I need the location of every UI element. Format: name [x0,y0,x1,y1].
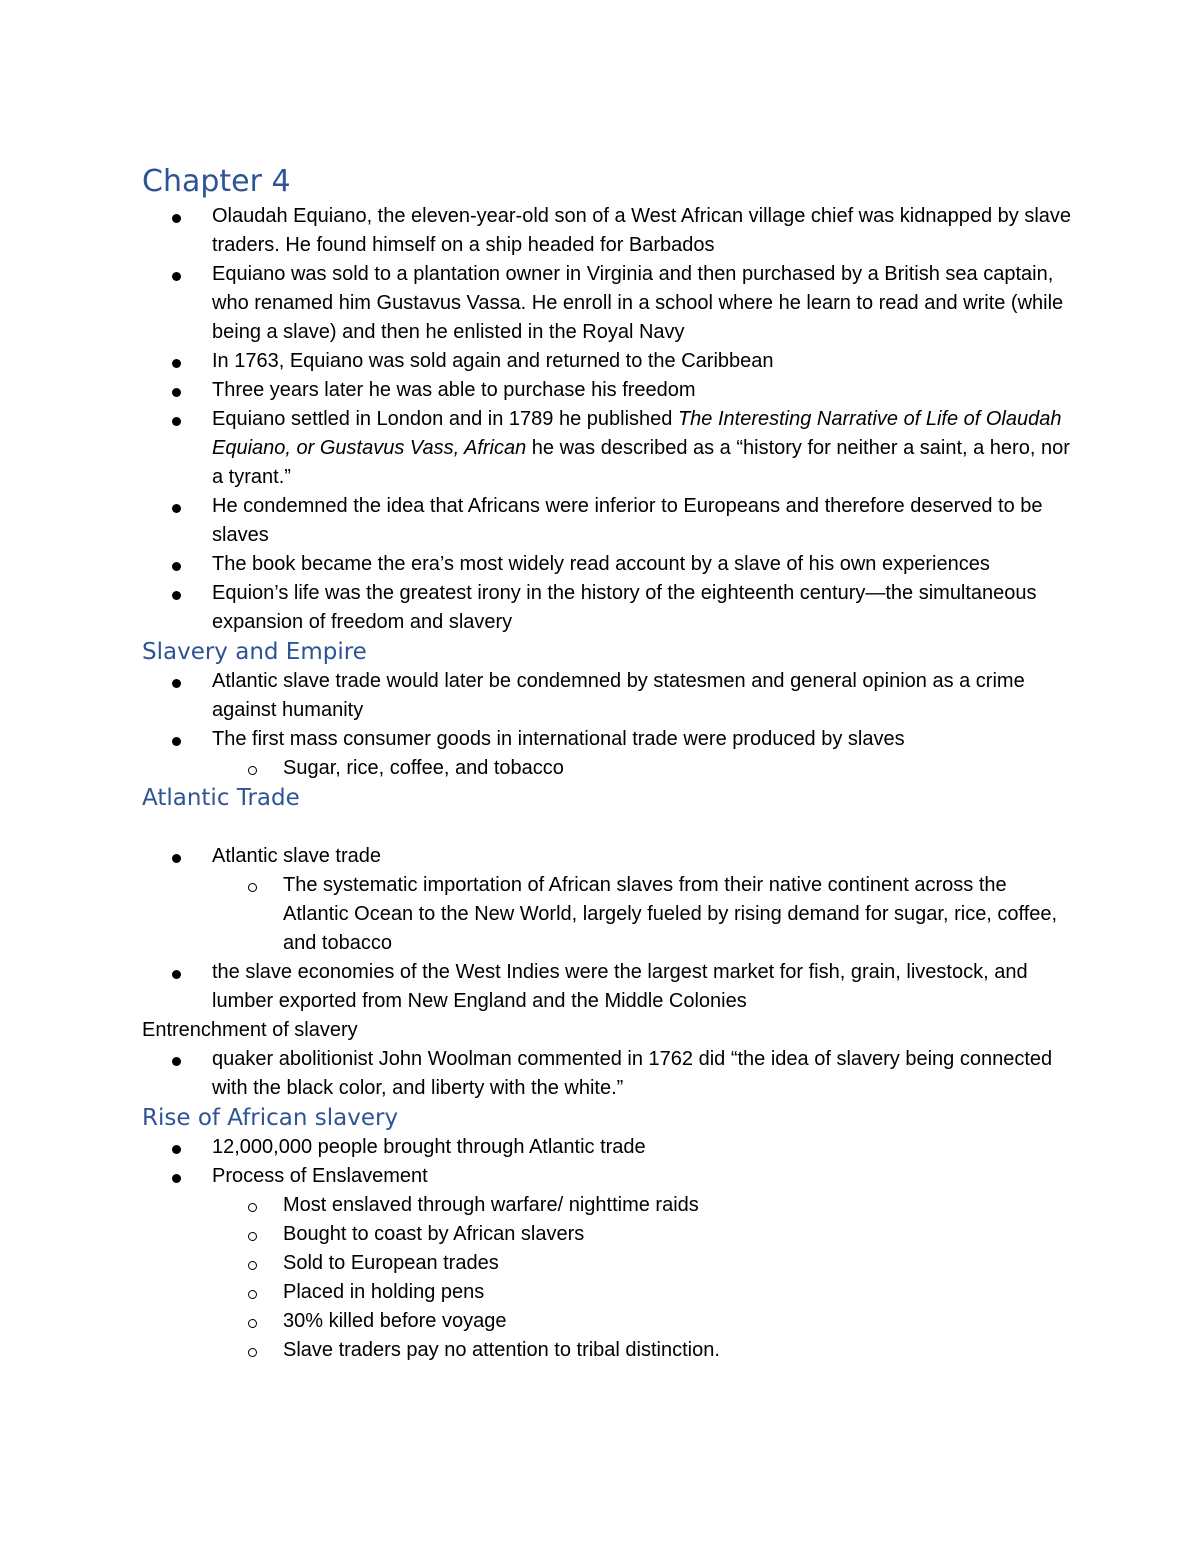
circle-bullet-icon [248,1203,257,1212]
sub-list [212,871,1072,958]
chapter-title: Chapter 4 [142,164,291,199]
list-item [142,1133,1072,1162]
sub-list-item-text: Most enslaved through warfare/ nighttime raids [283,1194,699,1216]
list-item [142,550,1072,579]
list-item-text: He condemned the idea that Africans were inferior to Europeans and therefore deserved to be slaves [212,495,1043,546]
list-item-text-start: Equiano settled in London and in 1789 he published [212,408,678,430]
list-item-text: Three years later he was able to purchase his freedom [212,379,696,401]
circle-bullet-icon [248,1319,257,1328]
section-heading-slavery-empire: Slavery and Empire [142,639,367,665]
section-heading-rise: Rise of African slavery [142,1105,399,1131]
list-item-text: In 1763, Equiano was sold again and returned to the Caribbean [212,350,774,372]
list-item-text-end: he was described as a “history for neither a saint, a hero, nor a tyrant.” [212,437,1070,488]
book-title: The Interesting Narrative of Life of Olaudah Equiano, or Gustavus Vass, African [212,408,1062,459]
sub-list-item [142,1336,1072,1365]
list-item-text: the slave economies of the West Indies were the largest market for fish, grain, livestock, and lumber exported from New England and the Middle Colonies [212,961,1028,1012]
section-heading-atlantic-trade: Atlantic Trade [142,785,300,811]
sub-list-item [142,1307,1072,1336]
list-item [142,958,1072,1016]
bullet-icon [172,359,181,368]
list-item-text: Olaudah Equiano, the eleven-year-old son of a West African village chief was kidnapped by slave traders. He found himself on a ship headed for Barbados [212,205,1072,256]
sub-list-item [142,1220,1072,1249]
bullet-icon [172,1174,181,1183]
list-item-text: The book became the era’s most widely read account by a slave of his own experiences [212,553,990,575]
list-item-text: Equiano was sold to a plantation owner in Virginia and then purchased by a British sea captain, who renamed him Gustavus Vassa. He enroll in a school where he learn to read and write (while being a slave) and then he enlisted in the Royal Navy [212,263,1064,343]
list-item-text: quaker abolitionist John Woolman commented in 1762 did “the idea of slavery being connected with the black color, and liberty with the white.” [212,1048,1053,1099]
list-item [142,579,1072,637]
sub-list-item [142,1278,1072,1307]
list-item [142,1045,1072,1103]
bullet-icon [172,970,181,979]
list-item [142,260,1072,347]
sub-list-item [142,1191,1072,1220]
list-item-text: Process of Enslavement [212,1165,428,1187]
circle-bullet-icon [248,766,257,775]
circle-bullet-icon [248,1290,257,1299]
rise-list [142,1133,1072,1365]
sub-list-item-text: Slave traders pay no attention to tribal distinction. [283,1339,720,1361]
bullet-icon [172,1057,181,1066]
list-item-text: The first mass consumer goods in international trade were produced by slaves [212,728,905,750]
circle-bullet-icon [248,1232,257,1241]
list-item [142,202,1072,260]
sub-list-item-text: The systematic importation of African slaves from their native continent across the Atlantic Ocean to the New World, largely fueled by rising demand for sugar, rice, coffee, and tobacco [283,874,1058,954]
bullet-icon [172,388,181,397]
bullet-icon [172,1145,181,1154]
list-item [142,1162,1072,1365]
sub-list-item-text: Bought to coast by African slavers [283,1223,585,1245]
bullet-icon [172,417,181,426]
sub-list-item-text: 30% killed before voyage [283,1310,507,1332]
document-content [142,162,1072,1365]
bullet-icon [172,504,181,513]
bullet-icon [172,214,181,223]
list-item-text: Atlantic slave trade [212,845,381,867]
sub-list [212,754,1072,783]
list-item [142,376,1072,405]
sub-list-item [142,754,1072,783]
sub-list-item-text: Sugar, rice, coffee, and tobacco [283,757,564,779]
bullet-icon [172,679,181,688]
list-item [142,725,1072,783]
bullet-icon [172,591,181,600]
list-item [142,842,1072,958]
circle-bullet-icon [248,883,257,892]
bullet-icon [172,272,181,281]
sub-list-item [142,1249,1072,1278]
list-item [142,667,1072,725]
list-item-text: 12,000,000 people brought through Atlantic trade [212,1136,646,1158]
list-item [142,405,1072,492]
list-item [142,347,1072,376]
bullet-icon [172,737,181,746]
chapter-bullet-list [142,202,1072,637]
list-item-text: Atlantic slave trade would later be condemned by statesmen and general opinion as a crime against humanity [212,670,1025,721]
entrenchment-list [142,1045,1072,1103]
sub-list [212,1191,1072,1365]
sub-list-item [142,871,1072,958]
list-item-text: Equion’s life was the greatest irony in the history of the eighteenth century—the simultaneous expansion of freedom and slavery [212,582,1037,633]
list-item [142,492,1072,550]
sub-list-item-text: Placed in holding pens [283,1281,485,1303]
atlantic-trade-list [142,842,1072,1016]
bullet-icon [172,562,181,571]
sub-list-item-text: Sold to European trades [283,1252,499,1274]
circle-bullet-icon [248,1261,257,1270]
bullet-icon [172,854,181,863]
entrenchment-label: Entrenchment of slavery [142,1019,358,1041]
circle-bullet-icon [248,1348,257,1357]
slavery-empire-list [142,667,1072,783]
